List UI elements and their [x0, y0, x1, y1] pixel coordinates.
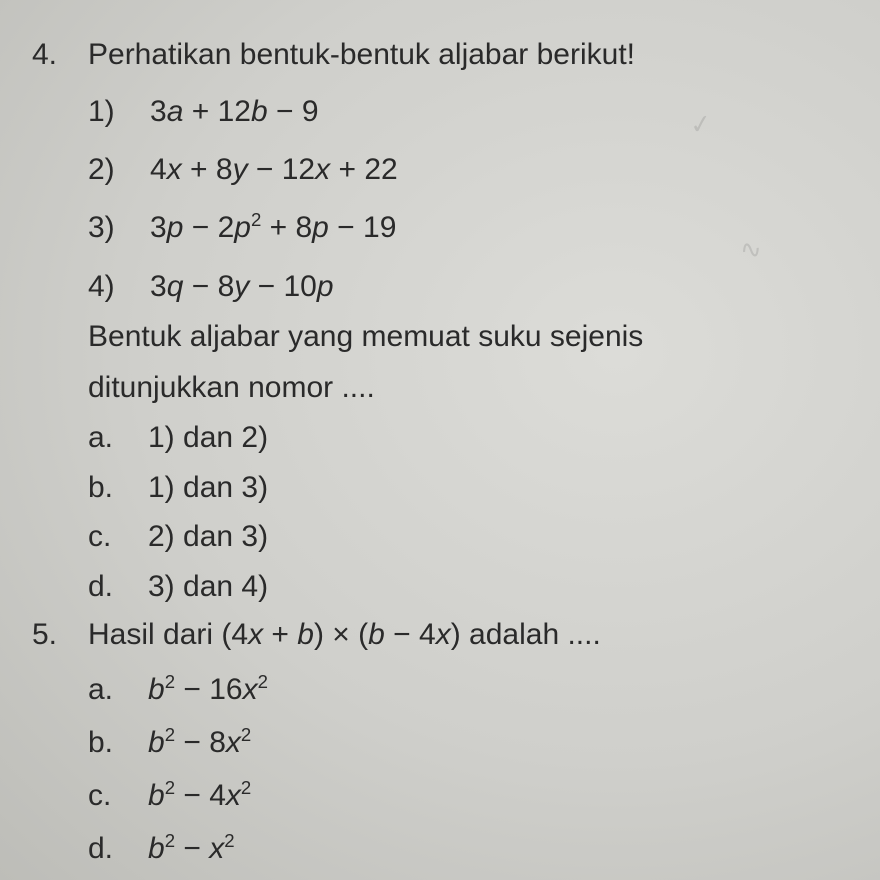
q4-stem-text: Perhatikan bentuk-bentuk aljabar berikut! — [88, 38, 636, 71]
q4-option-c[interactable] — [88, 522, 268, 552]
q4-expression-3 — [88, 209, 397, 244]
option-text: 2) dan 3) — [148, 520, 269, 553]
q4-question-line-1: Bentuk aljabar yang memuat suku sejenis — [88, 320, 644, 353]
option-math: $b^2 - 8x^2$ — [148, 724, 252, 759]
option-math: $b^2 - x^2$ — [148, 830, 235, 865]
q5-option-c[interactable] — [88, 777, 252, 812]
option-math: $b^2 - 4x^2$ — [148, 777, 252, 812]
q5-option-d[interactable] — [88, 830, 235, 865]
bleed-through-mark: ✓ — [688, 108, 714, 142]
q4-question-line-2: ditunjukkan nomor .... — [88, 371, 375, 404]
q5-stem — [32, 620, 601, 650]
q4-number: 4. — [32, 38, 58, 71]
q5-option-b[interactable] — [88, 724, 252, 759]
q5-stem-prefix: Hasil dari — [88, 618, 214, 651]
option-letter: a. — [88, 421, 114, 454]
expression-label: 1) — [88, 95, 115, 128]
bleed-through-mark: ∿ — [738, 233, 764, 267]
expression-math: 3q − 8y − 10p — [150, 270, 334, 303]
expression-math: $3p - 2p^2 + 8p - 19$ — [150, 209, 397, 244]
q4-expression-2 — [88, 155, 398, 185]
option-letter: b. — [88, 471, 114, 504]
option-letter: c. — [88, 520, 112, 553]
option-letter: d. — [88, 570, 114, 603]
option-letter: a. — [88, 673, 114, 706]
q4-expression-1 — [88, 97, 319, 127]
q4-option-b[interactable] — [88, 473, 268, 503]
q4-stem — [32, 40, 635, 70]
expression-label: 4) — [88, 270, 115, 303]
expression-label: 2) — [88, 153, 115, 186]
option-letter: d. — [88, 832, 114, 865]
option-letter: b. — [88, 726, 114, 759]
option-text: 3) dan 4) — [148, 570, 269, 603]
expression-math: 3a + 12b − 9 — [150, 95, 319, 128]
option-letter: c. — [88, 779, 112, 812]
q4-option-a[interactable] — [88, 423, 268, 453]
q5-option-a[interactable] — [88, 671, 268, 706]
q5-stem-suffix: adalah .... — [469, 618, 601, 651]
q5-number: 5. — [32, 618, 58, 651]
option-text: 1) dan 2) — [148, 421, 269, 454]
expression-label: 3) — [88, 211, 115, 244]
expression-math: 4x + 8y − 12x + 22 — [150, 153, 398, 186]
q4-expression-4 — [88, 272, 334, 302]
option-math: $b^2 - 16x^2$ — [148, 671, 268, 706]
q5-stem-math: (4x + b) × (b − 4x) — [221, 618, 461, 651]
option-text: 1) dan 3) — [148, 471, 269, 504]
q4-option-d[interactable] — [88, 572, 268, 602]
